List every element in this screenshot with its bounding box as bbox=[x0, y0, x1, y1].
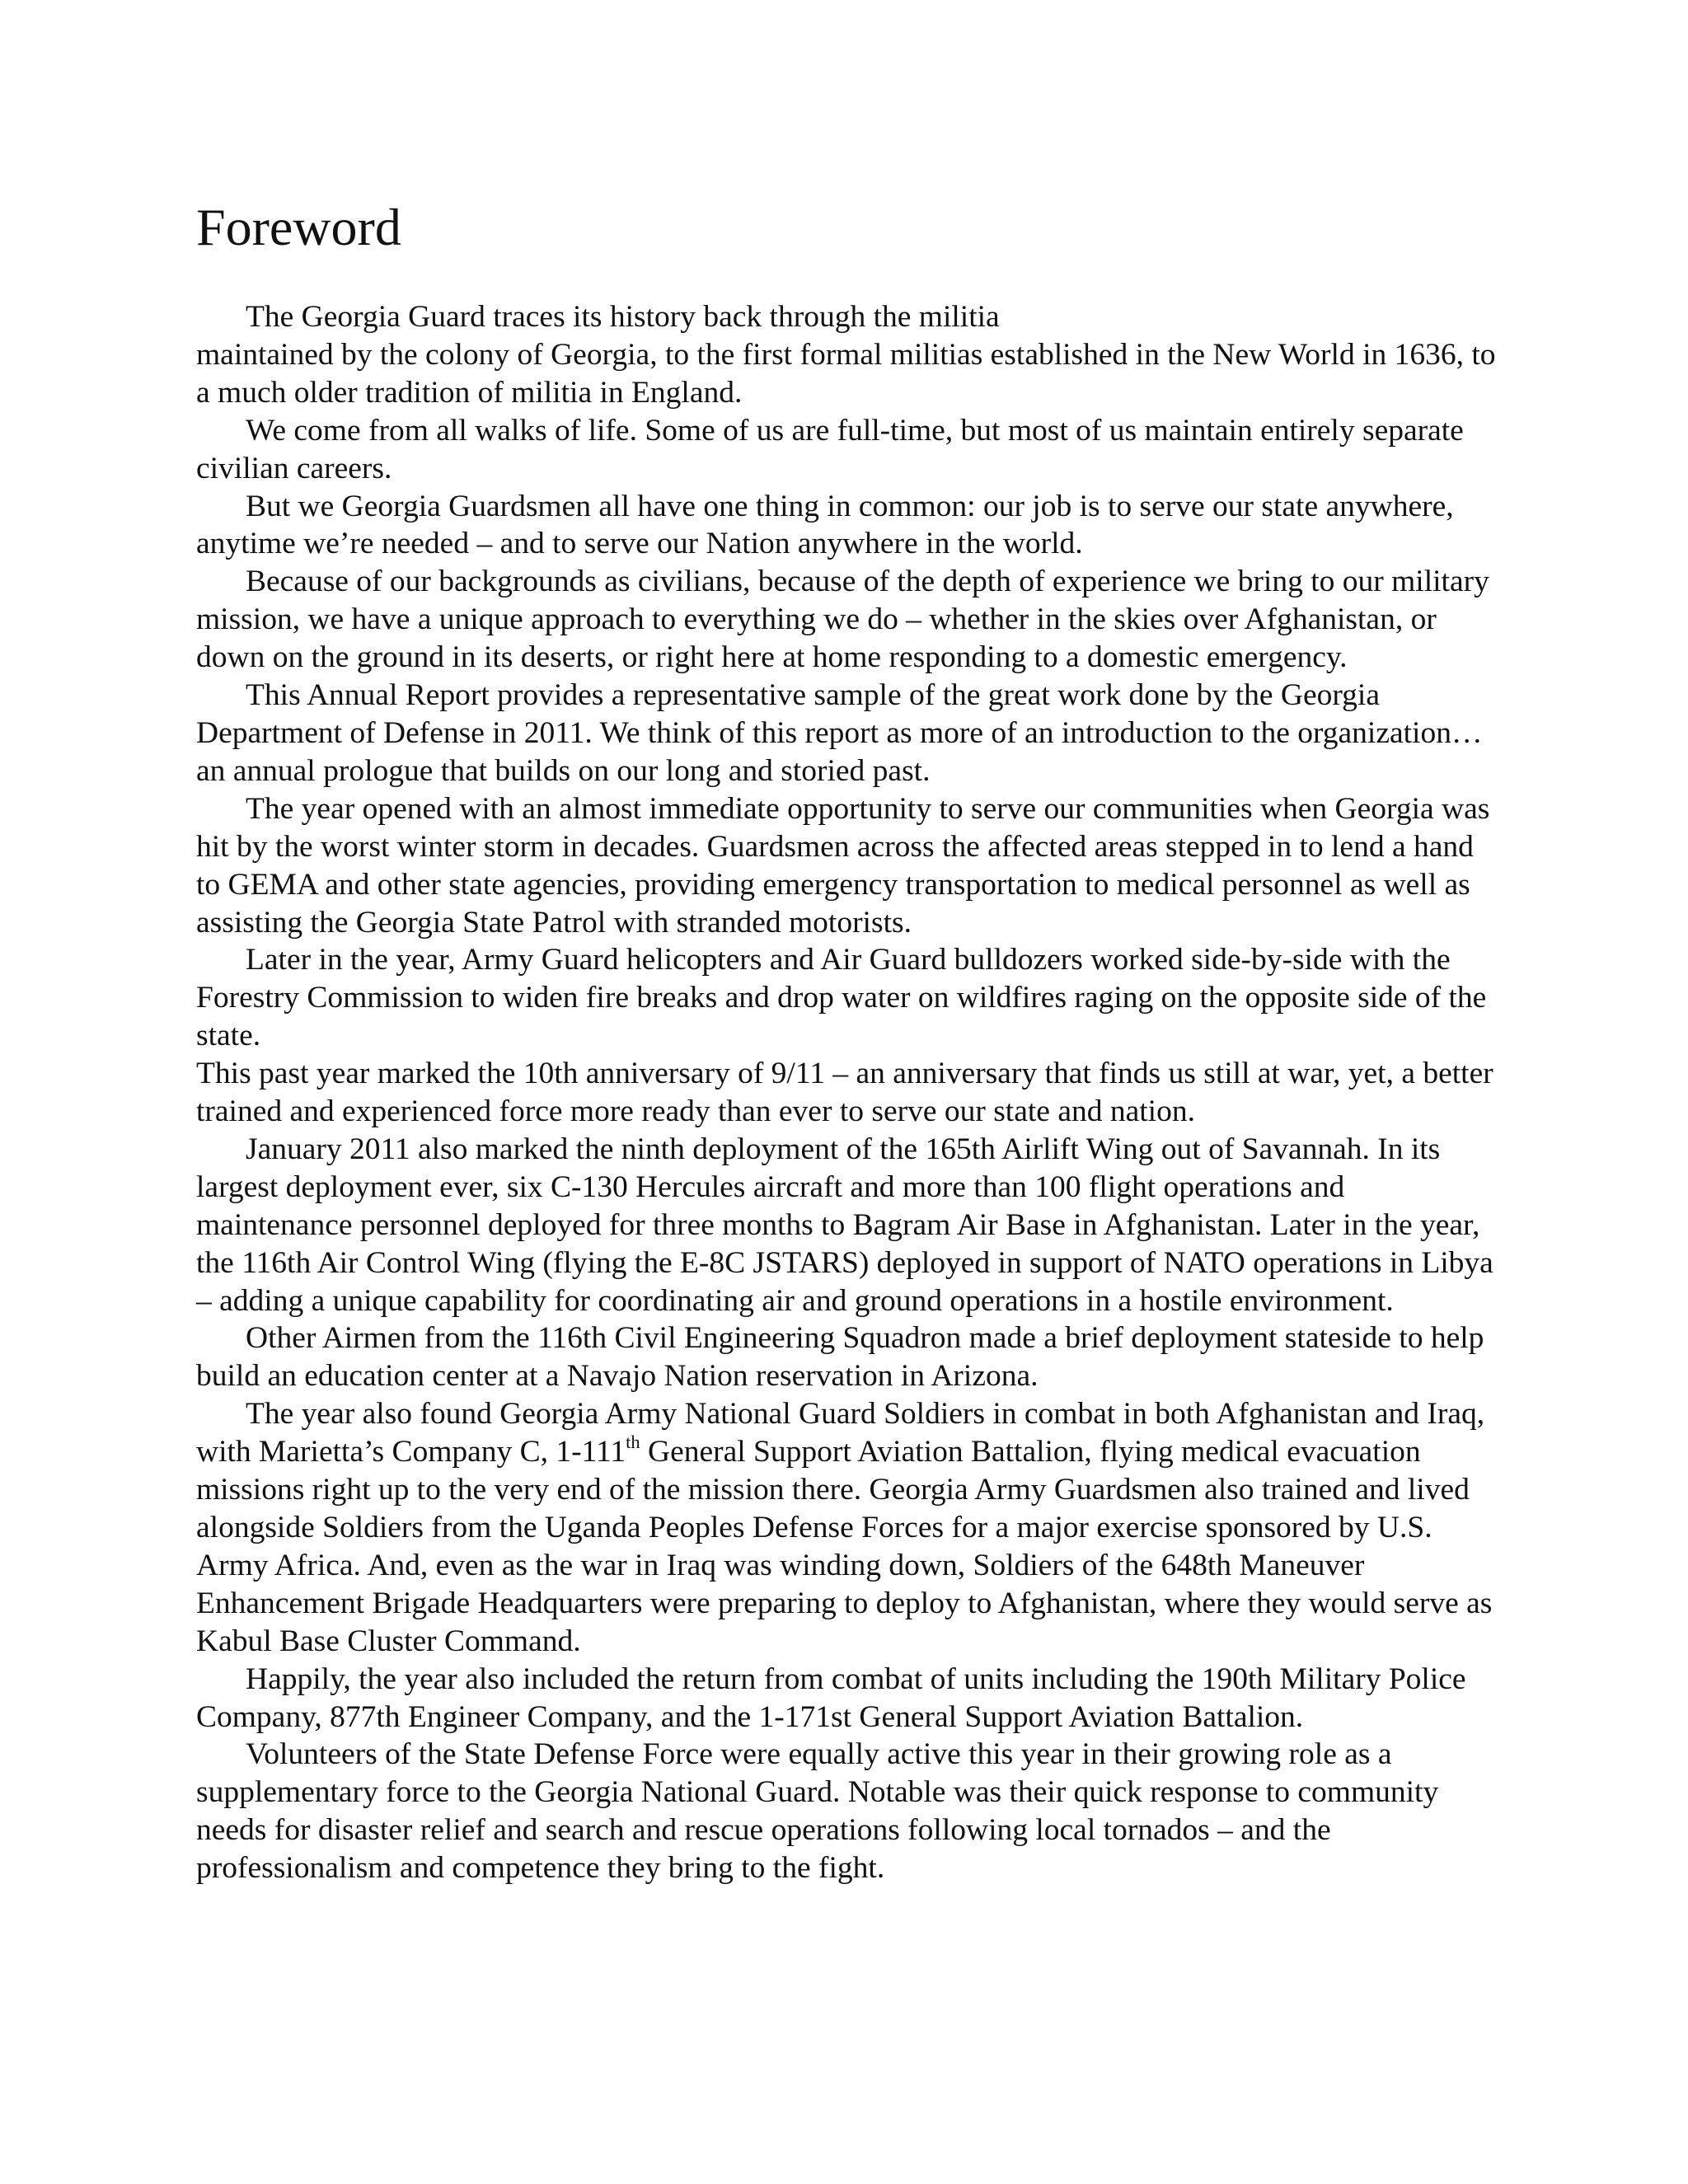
paragraph: Other Airmen from the 116th Civil Engineering Squadron made a brief deployment stateside to help build an education center at a Navajo Nation reservation in Arizona. bbox=[196, 1321, 1484, 1394]
paragraph-text: The year also found Georgia Army National Guard Soldiers in combat in both Afghanistan and Iraq, with Marietta’s Company C, 1-111 bbox=[196, 1397, 1485, 1469]
paragraph: Because of our backgrounds as civilians, because of the depth of experience we bring to our military mission, we have a unique approach to everything we do – whether in the skies over Afghanistan, or down on the ground in its deserts, or right here at home responding to a domestic emergency. bbox=[196, 565, 1489, 675]
paragraph: Happily, the year also included the return from combat of units including the 190th Military Police Company, 877th Engineer Company, and the 1-171st General Support Aviation Battalion. bbox=[196, 1661, 1466, 1734]
paragraph: maintained by the colony of Georgia, to the first formal militias established in the New World in 1636, to a much older tradition of militia in England. bbox=[196, 337, 1496, 410]
paragraph: This past year marked the 10th anniversary of 9/11 – an anniversary that finds us still at war, yet, a better trained and experienced force more ready than ever to serve our state and nation. bbox=[196, 1057, 1493, 1129]
paragraph: The year opened with an almost immediate opportunity to serve our communities when Georgia was hit by the worst winter storm in decades. Guardsmen across the affected areas stepped in to lend a hand to GEMA and other state agencies, providing emergency transportation to medical personnel as well as assisting the Georgia State Patrol with stranded motorists. bbox=[196, 791, 1490, 940]
paragraph: But we Georgia Guardsmen all have one thing in common: our job is to serve our state anywhere, anytime we’re needed – and to serve our Nation anywhere in the world. bbox=[196, 489, 1454, 561]
ordinal-superscript: th bbox=[626, 1432, 640, 1453]
paragraph bbox=[196, 1395, 1498, 1660]
foreword-body bbox=[196, 298, 1498, 1887]
page-title: Foreword bbox=[196, 198, 401, 256]
paragraph: The Georgia Guard traces its history back through the militia bbox=[246, 300, 1000, 334]
paragraph: This Annual Report provides a representative sample of the great work done by the Georgia Department of Defense in 2011. We think of this report as more of an introduction to the organization… an annual prologue that builds on our long and storied past. bbox=[196, 678, 1483, 788]
paragraph: Later in the year, Army Guard helicopters and Air Guard bulldozers worked side-by-side with the Forestry Commission to widen fire breaks and drop water on wildfires raging on the opposite side of the state. bbox=[196, 943, 1487, 1053]
paragraph-text: General Support Aviation Battalion, flying medical evacuation missions right up to the very end of the mission there. Georgia Army Guardsmen also trained and lived alongside Soldiers from the Uganda Peoples Defense Forces for a major exercise sponsored by U.S. Army Africa. And, even as the war in Iraq was winding down, Soldiers of the 648th Maneuver Enhancement Brigade Headquarters were preparing to deploy to Afghanistan, where they would serve as Kabul Base Cluster Command. bbox=[196, 1435, 1493, 1658]
paragraph: We come from all walks of life. Some of us are full-time, but most of us maintain entirely separate civilian careers. bbox=[196, 413, 1464, 485]
paragraph: January 2011 also marked the ninth deployment of the 165th Airlift Wing out of Savannah. In its largest deployment ever, six C-130 Hercules aircraft and more than 100 flight operations and maintenance personnel deployed for three months to Bagram Air Base in Afghanistan. Later in the year, the 116th Air Control Wing (flying the E-8C JSTARS) deployed in support of NATO operations in Libya – adding a unique capability for coordinating air and ground operations in a hostile environment. bbox=[196, 1132, 1493, 1318]
paragraph: Volunteers of the State Defense Force were equally active this year in their growing role as a supplementary force to the Georgia National Guard. Notable was their quick response to community needs for disaster relief and search and rescue operations following local tornados – and the professionalism and competence they bring to the fight. bbox=[196, 1737, 1439, 1886]
